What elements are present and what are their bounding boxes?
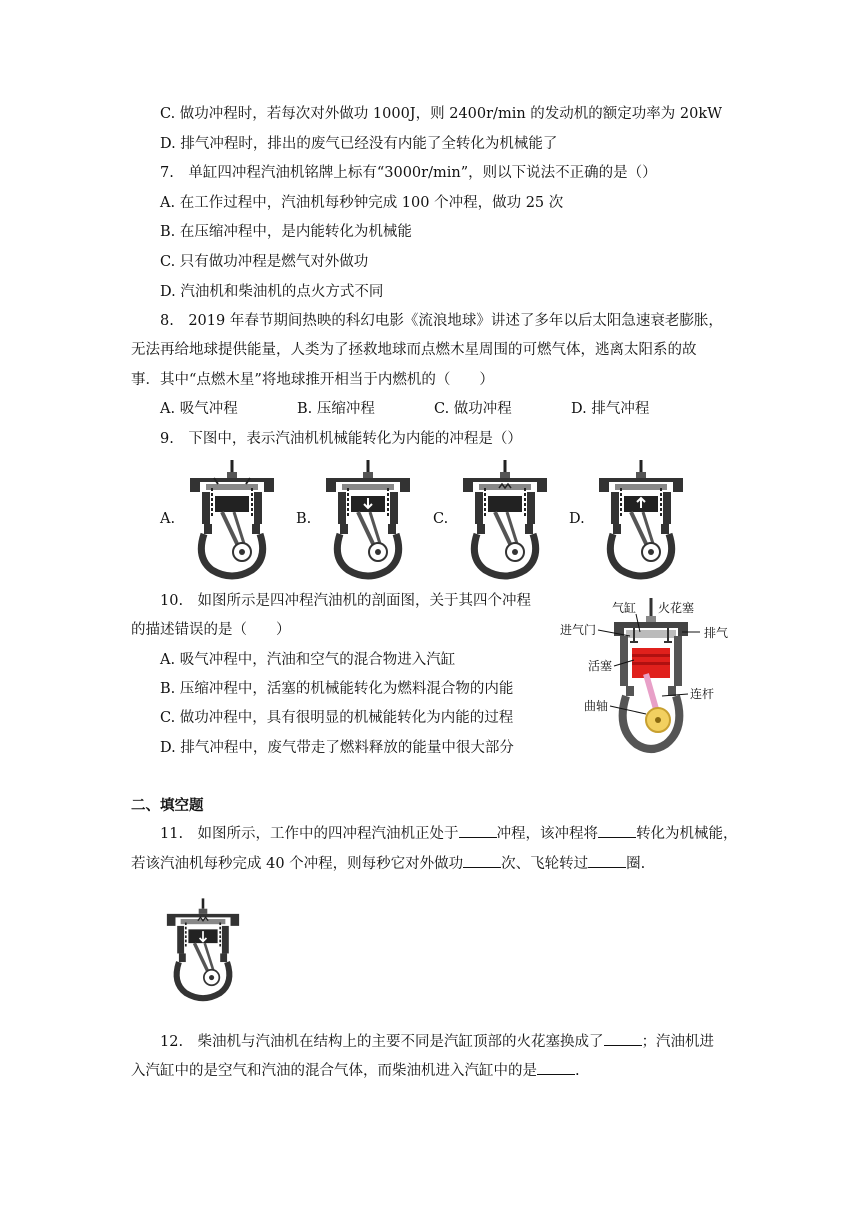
q10-option-b: B. 压缩冲程中，活塞的机械能转化为燃料混合物的内能 (160, 681, 514, 697)
q11-line1-part-a: 11. 如图所示，工作中的四冲程汽油机正处于 (160, 826, 459, 842)
q8-stem-line1: 8. 2019 年春节期间热映的科幻电影《流浪地球》讲述了多年以后太阳急速衰老膨胀， (160, 313, 723, 329)
q8-stem-line3: 事．其中“点燃木星”将地球推开相当于内燃机的（ ） (131, 372, 494, 388)
label-spark-plug: 火花塞 (658, 601, 695, 615)
q12-line1-part-a: 12. 柴油机与汽油机在结构上的主要不同是汽缸顶部的火花塞换成了 (160, 1034, 604, 1050)
q8-option-b: B. 压缩冲程 (297, 401, 375, 417)
q8-stem-line2: 无法再给地球提供能量，人类为了拯救地球而点燃木星周围的可燃气体，逃离太阳系的故 (131, 342, 697, 358)
q11-blank-3 (463, 853, 501, 868)
q6-option-c: C. 做功冲程时，若每次对外做功 1000J，则 2400r/min 的发动机的额定功率为 20kW (160, 106, 723, 122)
q7-stem: 7. 单缸四冲程汽油机铭牌上标有“3000r/min”，则以下说法不正确的是（） (160, 165, 657, 181)
label-piston: 活塞 (588, 659, 613, 673)
q7-option-b: B. 在压缩冲程中，是内能转化为机械能 (160, 224, 412, 240)
q11-line2 (131, 853, 645, 874)
q11-blank-2 (598, 823, 636, 838)
q9-label-c: C. (433, 511, 449, 527)
q10-option-c: C. 做功冲程中，具有很明显的机械能转化为内能的过程 (160, 710, 514, 726)
label-exhaust: 排气 (704, 626, 729, 640)
q9-label-d: D. (569, 511, 585, 527)
label-connecting-rod: 连杆 (690, 687, 715, 701)
q12-blank-2 (537, 1060, 575, 1075)
q11-line1-part-b: 冲程，该冲程将 (496, 826, 599, 842)
q7-option-c: C. 只有做功冲程是燃气对外做功 (160, 254, 369, 270)
q10-option-d: D. 排气冲程中，废气带走了燃料释放的能量中很大部分 (160, 740, 514, 756)
q11-line2-part-a: 若该汽油机每秒完成 40 个冲程，则每秒它对外做功 (131, 856, 464, 872)
q11-line1-part-c: 转化为机械能， (636, 826, 738, 842)
q9-label-b: B. (296, 511, 312, 527)
label-intake-valve: 进气门 (560, 623, 597, 637)
q9-engine-figure-a (182, 458, 282, 582)
q10-engine-diagram (554, 592, 744, 768)
q11-line2-part-c: 圈. (626, 856, 646, 872)
label-cylinder: 气缸 (612, 601, 637, 615)
q8-options (160, 399, 760, 419)
q9-engine-figure-d (591, 458, 691, 582)
q10-option-a: A. 吸气冲程中，汽油和空气的混合物进入汽缸 (160, 652, 456, 668)
q11-line2-part-b: 次、飞轮转过 (501, 856, 589, 872)
q12-line2-part-a: 入汽缸中的是空气和汽油的混合气体，而柴油机进入汽缸中的是 (131, 1063, 537, 1079)
q9-stem: 9. 下图中，表示汽油机机械能转化为内能的冲程是（） (160, 431, 522, 447)
q11-engine-figure (160, 888, 246, 1012)
section-title-fill-blank: 二、填空题 (131, 798, 204, 814)
q10-stem-line1: 10. 如图所示是四冲程汽油机的剖面图，关于其四个冲程 (160, 593, 532, 609)
q12-blank-1 (604, 1031, 642, 1046)
q10-stem-line2: 的描述错误的是（ ） (131, 622, 291, 638)
q6-option-d: D. 排气冲程时，排出的废气已经没有内能了全转化为机械能了 (160, 136, 558, 152)
q12-line2 (131, 1060, 580, 1081)
q11-blank-1 (459, 823, 497, 838)
label-crankshaft: 曲轴 (584, 699, 609, 713)
q11-line1 (160, 823, 738, 844)
q11-blank-4 (588, 853, 626, 868)
q12-line1-part-b: ；汽油机进 (641, 1034, 715, 1050)
q9-engine-figure-b (318, 458, 418, 582)
q9-label-a: A. (160, 511, 176, 527)
q7-option-a: A. 在工作过程中，汽油机每秒钟完成 100 个冲程，做功 25 次 (160, 195, 564, 211)
q8-option-d: D. 排气冲程 (571, 401, 650, 417)
q9-engine-figure-c (455, 458, 555, 582)
q12-line1 (160, 1031, 714, 1052)
q7-option-d: D. 汽油机和柴油机的点火方式不同 (160, 284, 384, 300)
q8-option-c: C. 做功冲程 (434, 401, 512, 417)
q12-line2-part-b: . (575, 1063, 580, 1079)
q8-option-a: A. 吸气冲程 (160, 401, 238, 417)
